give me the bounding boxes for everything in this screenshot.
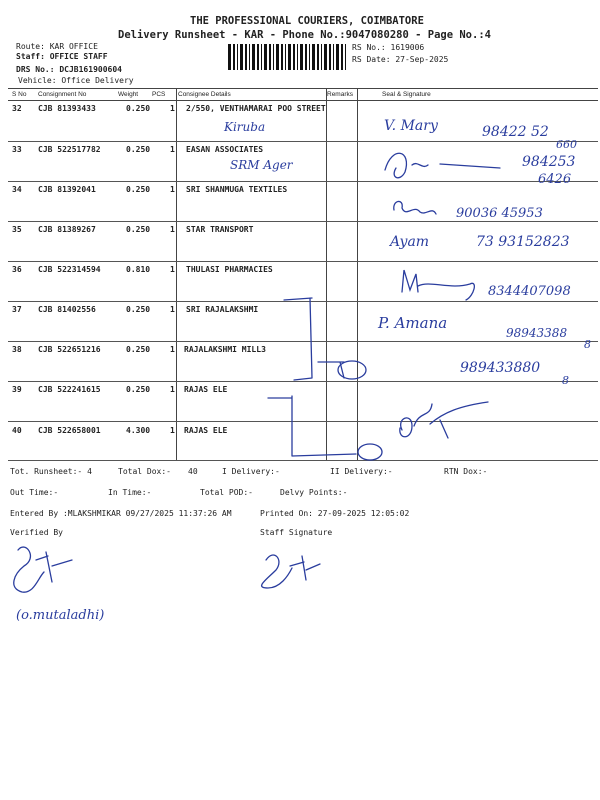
row-sno: 36 — [12, 265, 22, 274]
row-weight: 0.250 — [126, 345, 151, 354]
row-consignment: CJB 81389267 — [38, 225, 96, 234]
row-sno: 34 — [12, 185, 22, 194]
delvy-points-label: Delvy Points:- — [280, 488, 348, 497]
row-consignment: CJB 522517782 — [38, 145, 101, 154]
row-sno: 33 — [12, 145, 22, 154]
signature-stroke — [402, 270, 474, 300]
col-header-pcs: PCS — [152, 91, 166, 98]
row-consignment: CJB 81392041 — [38, 185, 96, 194]
row-consignee: 2/550, VENTHAMARAI POO STREET — [186, 104, 326, 113]
entered-by: Entered By :MLAKSHMIKAR 09/27/2025 11:37:26 AM — [10, 509, 232, 518]
row-divider — [8, 221, 598, 222]
row-consignee: RAJAS ELE — [184, 426, 228, 435]
bracket-stroke — [268, 396, 356, 456]
row-sno: 40 — [12, 426, 22, 435]
printed-on: Printed On: 27-09-2025 12:05:02 — [260, 509, 410, 518]
row-pcs: 1 — [170, 305, 175, 314]
handwritten-phone: 98943388 — [506, 326, 568, 340]
staff-signature-label: Staff Signature — [260, 528, 333, 537]
table-top-border — [8, 88, 598, 89]
row-divider — [8, 381, 598, 382]
ii-delivery-label: II Delivery:- — [330, 467, 393, 476]
row-divider — [8, 181, 598, 182]
col-header-sno: S No — [12, 91, 27, 98]
circle-mark — [338, 361, 366, 379]
row-consignment: CJB 81402556 — [38, 305, 96, 314]
row-weight: 0.250 — [126, 104, 151, 113]
col-header-consignee: Consignee Details — [178, 91, 231, 98]
row-sno: 35 — [12, 225, 22, 234]
signature-stroke — [385, 153, 500, 178]
handwritten-phone-suffix: 660 — [556, 138, 577, 151]
row-pcs: 1 — [170, 345, 175, 354]
rs-number: RS No.: 1619006 — [352, 43, 425, 52]
col-divider-consignee — [176, 88, 177, 460]
row-consignment: CJB 522241615 — [38, 385, 101, 394]
signature-stroke — [400, 402, 488, 438]
row-sno: 32 — [12, 104, 22, 113]
total-pod-label: Total POD:- — [200, 488, 253, 497]
handwritten-signature: V. Mary — [384, 118, 438, 134]
row-weight: 0.250 — [126, 305, 151, 314]
circle-mark — [358, 444, 382, 460]
signature-stroke — [14, 547, 72, 592]
bracket-stroke — [318, 362, 344, 378]
barcode — [228, 44, 348, 70]
row-pcs: 1 — [170, 104, 175, 113]
handwritten-phone: 8344407098 — [488, 284, 571, 299]
row-consignee: RAJAS ELE — [184, 385, 228, 394]
row-weight: 0.250 — [126, 385, 151, 394]
total-dox-value: 40 — [188, 467, 198, 476]
row-weight: 0.810 — [126, 265, 151, 274]
drs-number: DRS No.: DCJB161900604 — [16, 65, 122, 74]
row-consignee: STAR TRANSPORT — [186, 225, 254, 234]
row-consignee: SRI SHANMUGA TEXTILES — [186, 185, 288, 194]
route-label: Route: KAR OFFICE — [16, 42, 98, 51]
total-dox-label: Total Dox:- — [118, 467, 171, 476]
row-weight: 0.250 — [126, 185, 151, 194]
rtn-dox-label: RTN Dox:- — [444, 467, 488, 476]
row-weight: 0.250 — [126, 145, 151, 154]
row-sno: 38 — [12, 345, 22, 354]
row-pcs: 1 — [170, 385, 175, 394]
row-consignment: CJB 81393433 — [38, 104, 96, 113]
row-divider — [8, 421, 598, 422]
i-delivery-label: I Delivery:- — [222, 467, 280, 476]
row-pcs: 1 — [170, 426, 175, 435]
col-header-consignment: Consignment No — [38, 91, 87, 98]
in-time-label: In Time:- — [108, 488, 152, 497]
row-pcs: 1 — [170, 145, 175, 154]
document-subtitle: Delivery Runsheet - KAR - Phone No.:9047080280 - Page No.:4 — [118, 29, 491, 41]
row-divider — [8, 141, 598, 142]
handwritten-phone: 90036 45953 — [456, 206, 543, 221]
handwritten-signature: Ayam — [390, 234, 430, 250]
total-runsheet: Tot. Runsheet:- 4 — [10, 467, 92, 476]
row-consignee: SRI RAJALAKSHMI — [186, 305, 259, 314]
col-header-remarks: Remarks — [327, 91, 354, 98]
table-header-border — [8, 100, 598, 101]
row-weight: 4.300 — [126, 426, 151, 435]
signature-stroke — [262, 555, 320, 588]
row-consignee: THULASI PHARMACIES — [186, 265, 273, 274]
rs-date: RS Date: 27-Sep-2025 — [352, 55, 449, 64]
signature-stroke — [394, 201, 436, 214]
handwritten-phone: 989433880 — [460, 360, 541, 376]
handwritten-phone: 984253 — [522, 154, 576, 170]
row-pcs: 1 — [170, 265, 175, 274]
row-consignee: EASAN ASSOCIATES — [186, 145, 264, 154]
col-divider-remarks — [326, 88, 327, 460]
staff-label: Staff: OFFICE STAFF — [16, 52, 108, 61]
row-divider — [8, 341, 598, 342]
row-consignment: CJB 522314594 — [38, 265, 101, 274]
row-consignee: RAJALAKSHMI MILL3 — [184, 345, 266, 354]
document-title: THE PROFESSIONAL COURIERS, COIMBATORE — [190, 15, 424, 27]
row-divider — [8, 301, 598, 302]
handwritten-phone-suffix: 8 — [562, 374, 569, 387]
col-header-seal: Seal & Signature — [382, 91, 431, 98]
handwritten-phone: 98422 52 — [482, 124, 549, 140]
row-consignment: CJB 522651216 — [38, 345, 101, 354]
row-consignment: CJB 522658001 — [38, 426, 101, 435]
verified-by-label: Verified By — [10, 528, 63, 537]
col-header-weight: Weight — [118, 91, 139, 98]
row-weight: 0.250 — [126, 225, 151, 234]
handwritten-signature: P. Amana — [378, 314, 448, 332]
handwritten-verifier-name: (o.mutaladhi) — [16, 608, 105, 623]
row-sno: 37 — [12, 305, 22, 314]
handwritten-receiver-name: SRM Ager — [230, 158, 293, 172]
row-pcs: 1 — [170, 185, 175, 194]
handwritten-phone-suffix: 6426 — [538, 172, 572, 187]
table-bottom-border — [8, 460, 598, 461]
row-sno: 39 — [12, 385, 22, 394]
out-time-label: Out Time:- — [10, 488, 59, 497]
row-pcs: 1 — [170, 225, 175, 234]
handwritten-phone: 73 93152823 — [476, 234, 570, 250]
col-divider-seal — [357, 88, 358, 460]
row-divider — [8, 261, 598, 262]
handwritten-receiver-name: Kiruba — [224, 120, 266, 134]
bracket-stroke — [284, 298, 312, 380]
handwritten-phone-suffix: 8 — [584, 338, 591, 351]
vehicle-label: Vehicle: Office Delivery — [18, 76, 134, 85]
